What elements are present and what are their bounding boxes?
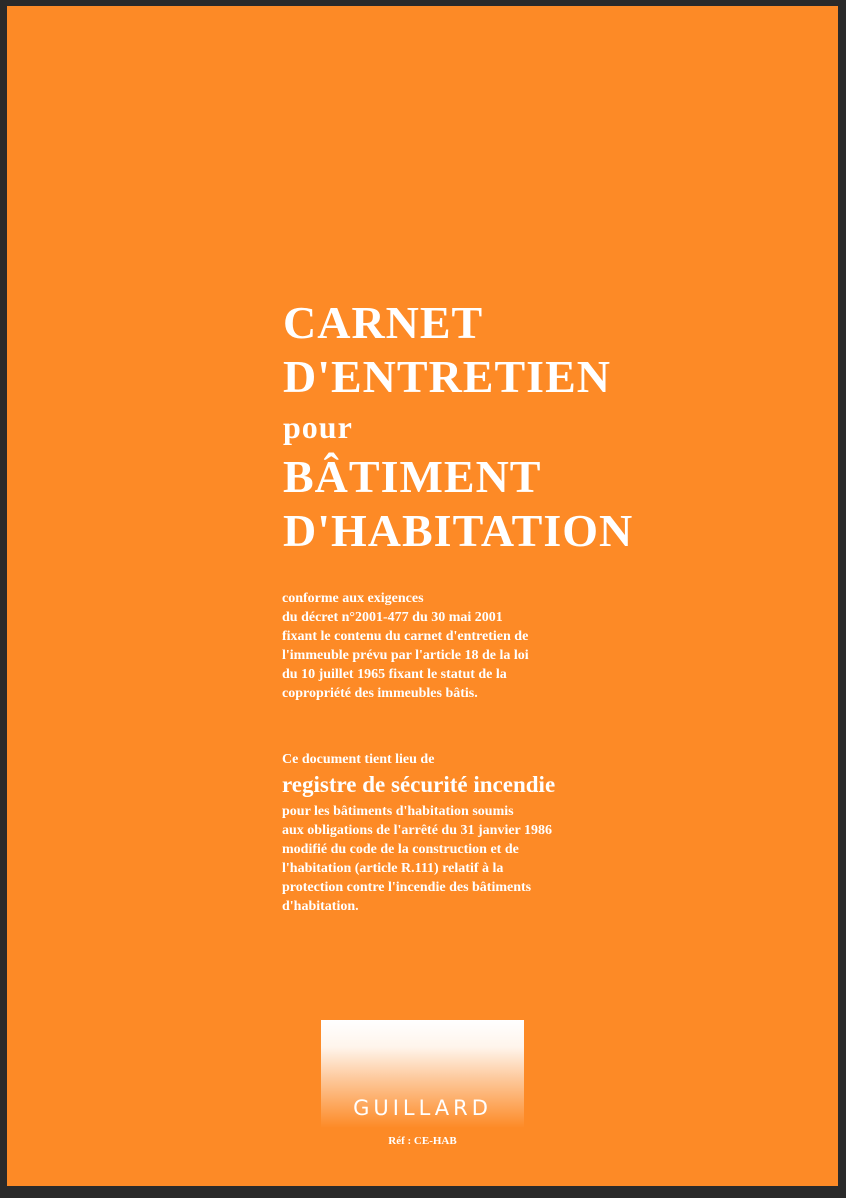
registre-title: registre de sécurité incendie <box>282 772 556 797</box>
title-line-batiment: BÂTIMENT <box>283 451 542 502</box>
registre-paragraph <box>282 802 552 916</box>
registre-line: d'habitation. <box>282 899 359 914</box>
registre-line: aux obligations de l'arrêté du 31 janvier 1986 <box>282 823 553 838</box>
cover-page <box>7 6 838 1186</box>
publisher-logo <box>321 1020 524 1128</box>
conformity-line: l'immeuble prévu par l'article 18 de la loi <box>282 648 529 663</box>
registre-line: pour les bâtiments d'habitation soumis <box>282 804 514 819</box>
registre-intro: Ce document tient lieu de <box>282 752 435 767</box>
title-line-carnet: CARNET <box>283 297 484 348</box>
registre-line: l'habitation (article R.111) relatif à la <box>282 861 504 876</box>
reference-code: Réf : CE-HAB <box>388 1135 457 1147</box>
conformity-line: conforme aux exigences <box>282 591 424 606</box>
publisher-logo-text: GUILLARD <box>353 1096 492 1120</box>
registre-line: modifié du code de la construction et de <box>282 842 519 857</box>
conformity-line: du décret n°2001-477 du 30 mai 2001 <box>282 610 503 625</box>
conformity-paragraph <box>282 589 622 703</box>
conformity-line: du 10 juillet 1965 fixant le statut de la <box>282 667 507 682</box>
conformity-line: fixant le contenu du carnet d'entretien de <box>282 629 529 644</box>
registre-line: protection contre l'incendie des bâtiments <box>282 880 532 895</box>
document-title <box>283 296 633 558</box>
title-line-entretien: D'ENTRETIEN <box>283 351 611 402</box>
conformity-line: copropriété des immeubles bâtis. <box>282 686 478 701</box>
title-line-habitation: D'HABITATION <box>283 505 634 556</box>
title-line-pour: pour <box>283 409 353 445</box>
